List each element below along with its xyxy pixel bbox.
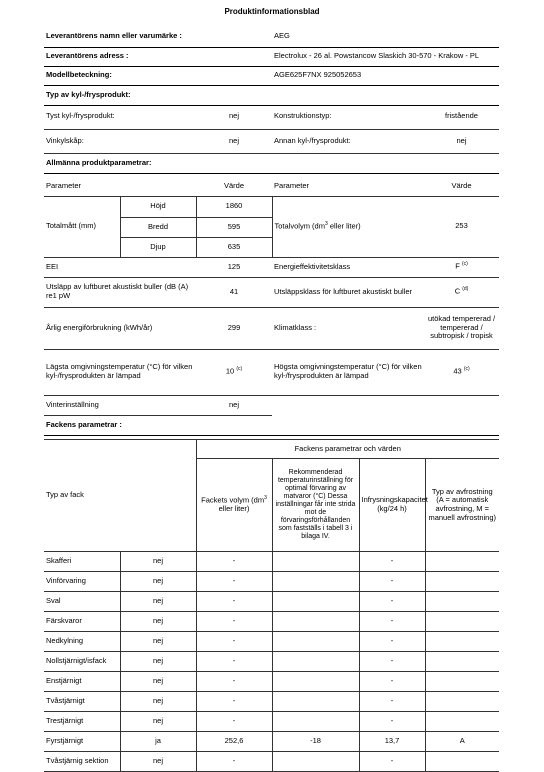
type-heading: Typ av kyl-/frysprodukt: xyxy=(44,85,499,105)
comp-temp xyxy=(272,552,359,572)
type-row-value: fristående xyxy=(424,105,499,129)
compartment-row xyxy=(44,612,499,632)
comp-freeze: 13,7 xyxy=(359,732,425,752)
comp-freeze: - xyxy=(359,712,425,732)
comp-volume-header xyxy=(196,459,272,552)
comp-freeze-header: Infrysningskapacitet (kg/24 h) xyxy=(359,459,425,552)
winter-row xyxy=(44,395,499,415)
comp-heading: Fackens parametrar : xyxy=(44,415,499,435)
comp-name: Färskvaror xyxy=(44,612,120,632)
comp-freeze: - xyxy=(359,612,425,632)
energy-label: Årlig energiförbrukning (kWh/år) xyxy=(44,307,196,349)
supplier-address-row xyxy=(44,47,499,66)
min-temp-value xyxy=(196,349,272,395)
comp-present: nej xyxy=(120,612,196,632)
min-temp-note: (c) xyxy=(236,366,243,373)
comp-defrost xyxy=(425,692,499,712)
comp-name: Fyrstjärnigt xyxy=(44,732,120,752)
comp-present: nej xyxy=(120,572,196,592)
supplier-table xyxy=(44,27,499,106)
supplier-address-value: Electrolux - 26 al. Powstancow Slaskich 30-570 - Krakow - PL xyxy=(272,47,499,66)
total-volume-label-sup: 3 xyxy=(324,220,328,227)
model-row xyxy=(44,66,499,85)
comp-freeze: - xyxy=(359,592,425,612)
type-row xyxy=(44,105,499,129)
noise-class-label: Utsläppsklass för luftburet akustiskt buller xyxy=(272,277,424,307)
comp-volume: - xyxy=(196,692,272,712)
total-volume-label-pre: Totalvolym (dm xyxy=(274,221,325,231)
comp-temp xyxy=(272,672,359,692)
comp-volume: - xyxy=(196,752,272,772)
comp-name: Nedkylning xyxy=(44,632,120,652)
noise-class-value xyxy=(424,277,499,307)
type-table xyxy=(44,105,499,174)
compartment-row xyxy=(44,712,499,732)
compartments-table xyxy=(44,439,499,772)
general-heading-row xyxy=(44,153,499,173)
type-row-label: Vinkylskåp: xyxy=(44,129,196,153)
energy-class-label: Energieffektivitetsklass xyxy=(272,257,424,277)
comp-temp: -18 xyxy=(272,732,359,752)
max-temp-note: (c) xyxy=(463,366,470,373)
comp-temp-header: Rekommenderad temperaturinställning för optimal förvaring av matvaror (°C) Dessa inställningar får inte strida mot de förvaringsförhållanden som fastställs i tabell 3 i bilaga IV. xyxy=(272,459,359,552)
comp-defrost: A xyxy=(425,732,499,752)
energy-class-note: (c) xyxy=(461,261,468,268)
comp-volume: - xyxy=(196,612,272,632)
type-row-label: Tyst kyl-/frysprodukt: xyxy=(44,105,196,129)
climate-label: Klimatklass : xyxy=(272,307,424,349)
comp-temp xyxy=(272,632,359,652)
comp-present: ja xyxy=(120,732,196,752)
energy-class-letter: F xyxy=(455,261,460,271)
document-title: Produktinformationsblad xyxy=(224,7,320,16)
type-row-value: nej xyxy=(424,129,499,153)
comp-group-row xyxy=(44,440,499,459)
comp-volume: - xyxy=(196,672,272,692)
general-parameters-table xyxy=(44,177,499,436)
supplier-address-label: Leverantörens adress : xyxy=(44,47,272,66)
energy-class-value xyxy=(424,257,499,277)
comp-name: Nollstjärnigt/isfack xyxy=(44,652,120,672)
dimension-name: Bredd xyxy=(120,217,196,237)
noise-row xyxy=(44,277,499,307)
model-value: AGE625F7NX 925052653 xyxy=(272,66,499,85)
noise-value: 41 xyxy=(196,277,272,307)
model-label: Modellbeteckning: xyxy=(44,66,272,85)
winter-label: Vinterinställning xyxy=(44,395,196,415)
comp-volume-header-post: eller liter) xyxy=(218,504,250,514)
comp-temp xyxy=(272,752,359,772)
comp-freeze: - xyxy=(359,552,425,572)
type-row-value: nej xyxy=(196,129,272,153)
supplier-name-value: AEG xyxy=(272,27,499,47)
eei-row xyxy=(44,257,499,277)
max-temp-value xyxy=(424,349,499,395)
supplier-name-row xyxy=(44,27,499,47)
type-heading-row xyxy=(44,85,499,105)
comp-freeze: - xyxy=(359,692,425,712)
noise-label: Utsläpp av luftburet akustiskt buller (dB (A) re1 pW xyxy=(44,277,196,307)
general-heading: Allmänna produktparametrar: xyxy=(44,153,499,173)
compartment-row xyxy=(44,592,499,612)
comp-defrost xyxy=(425,612,499,632)
comp-temp xyxy=(272,692,359,712)
comp-defrost-header: Typ av avfrostning (A = automatisk avfrostning, M = manuell avfrostning) xyxy=(425,459,499,552)
comp-freeze: - xyxy=(359,672,425,692)
comp-name: Sval xyxy=(44,592,120,612)
dimensions-label: Totalmått (mm) xyxy=(44,196,120,257)
total-volume-label-post: eller liter) xyxy=(327,221,361,231)
noise-class-note: (d) xyxy=(462,286,469,293)
type-row-label: Konstruktionstyp: xyxy=(272,105,424,129)
comp-name: Tvåstjärnig sektion xyxy=(44,752,120,772)
supplier-name-label: Leverantörens namn eller varumärke : xyxy=(44,27,272,47)
total-volume-value: 253 xyxy=(424,196,499,257)
comp-name: Trestjärnigt xyxy=(44,712,120,732)
dimension-value: 1860 xyxy=(196,196,272,217)
comp-defrost xyxy=(425,752,499,772)
compartment-row xyxy=(44,752,499,772)
comp-present: nej xyxy=(120,752,196,772)
comp-defrost xyxy=(425,672,499,692)
energy-value: 299 xyxy=(196,307,272,349)
comp-volume: - xyxy=(196,572,272,592)
comp-volume: - xyxy=(196,552,272,572)
comp-volume: - xyxy=(196,632,272,652)
comp-defrost xyxy=(425,592,499,612)
comp-defrost xyxy=(425,652,499,672)
comp-name: Skafferi xyxy=(44,552,120,572)
comp-volume-header-pre: Fackets volym (dm xyxy=(201,495,265,505)
comp-temp xyxy=(272,612,359,632)
compartment-rows xyxy=(44,552,499,772)
compartment-row xyxy=(44,552,499,572)
comp-temp xyxy=(272,652,359,672)
comp-present: nej xyxy=(120,632,196,652)
eei-label: EEI xyxy=(44,257,196,277)
comp-name: Tvåstjärnigt xyxy=(44,692,120,712)
comp-defrost xyxy=(425,552,499,572)
comp-temp xyxy=(272,712,359,732)
type-row xyxy=(44,129,499,153)
comp-freeze: - xyxy=(359,752,425,772)
temperature-row xyxy=(44,349,499,395)
dimension-row xyxy=(44,196,499,217)
comp-volume-header-sup: 3 xyxy=(264,495,267,502)
comp-present: nej xyxy=(120,672,196,692)
comp-present: nej xyxy=(120,652,196,672)
total-volume-label xyxy=(272,196,424,257)
comp-name: Vinförvaring xyxy=(44,572,120,592)
min-temp-label: Lägsta omgivningstemperatur (°C) för vilken kyl-/frysprodukten är lämpad xyxy=(44,349,196,395)
parameter-header-row xyxy=(44,177,499,196)
comp-defrost xyxy=(425,632,499,652)
comp-group-title: Fackens parametrar och värden xyxy=(196,440,499,459)
comp-temp xyxy=(272,572,359,592)
comp-volume: - xyxy=(196,592,272,612)
min-temp-number: 10 xyxy=(225,366,235,376)
comp-volume: - xyxy=(196,712,272,732)
dimension-name: Höjd xyxy=(120,196,196,217)
comp-present: nej xyxy=(120,552,196,572)
comp-freeze: - xyxy=(359,652,425,672)
noise-class-letter: C xyxy=(454,286,461,296)
dimension-name: Djup xyxy=(120,237,196,257)
comp-defrost xyxy=(425,572,499,592)
comp-heading-row xyxy=(44,415,499,435)
comp-volume: 252,6 xyxy=(196,732,272,752)
comp-type-label: Typ av fack xyxy=(44,440,196,552)
dimension-value: 595 xyxy=(196,217,272,237)
climate-value: utökad tempererad / tempererad / subtropisk / tropisk xyxy=(424,307,499,349)
max-temp-number: 43 xyxy=(453,366,462,376)
winter-value: nej xyxy=(196,395,272,415)
comp-name: Enstjärnigt xyxy=(44,672,120,692)
value-header: Värde xyxy=(424,177,499,196)
compartment-row xyxy=(44,572,499,592)
comp-volume: - xyxy=(196,652,272,672)
compartment-row xyxy=(44,692,499,712)
comp-defrost xyxy=(425,712,499,732)
energy-row xyxy=(44,307,499,349)
value-header: Värde xyxy=(196,177,272,196)
comp-freeze: - xyxy=(359,632,425,652)
comp-freeze: - xyxy=(359,572,425,592)
compartment-row xyxy=(44,672,499,692)
comp-temp xyxy=(272,592,359,612)
dimension-value: 635 xyxy=(196,237,272,257)
parameter-header: Parameter xyxy=(44,177,196,196)
eei-value: 125 xyxy=(196,257,272,277)
compartment-row xyxy=(44,732,499,752)
type-row-label: Annan kyl-/frysprodukt: xyxy=(272,129,424,153)
comp-present: nej xyxy=(120,712,196,732)
comp-present: nej xyxy=(120,692,196,712)
compartment-row xyxy=(44,652,499,672)
type-row-value: nej xyxy=(196,105,272,129)
parameter-header: Parameter xyxy=(272,177,424,196)
max-temp-label: Högsta omgivningstemperatur (°C) för vilken kyl-/frysprodukten är lämpad xyxy=(272,349,424,395)
compartment-row xyxy=(44,632,499,652)
comp-present: nej xyxy=(120,592,196,612)
